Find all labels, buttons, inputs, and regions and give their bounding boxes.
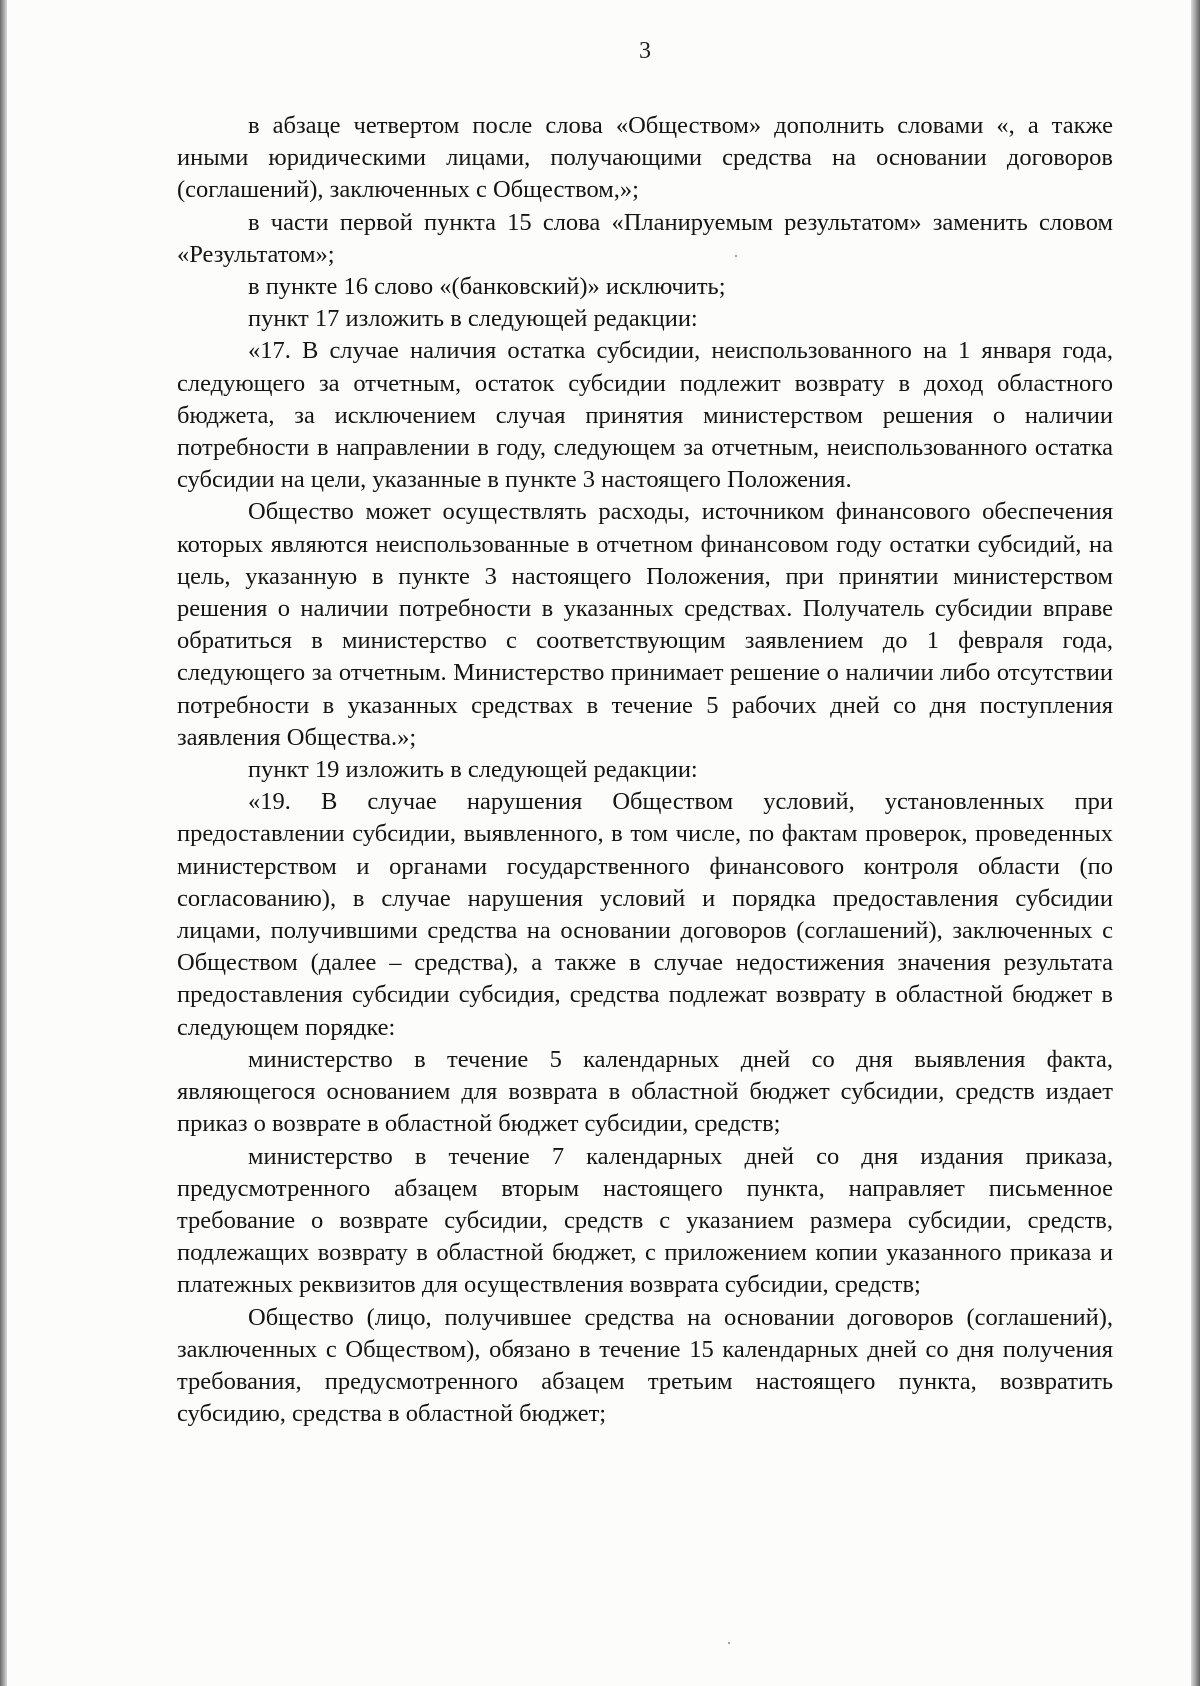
paragraph: Общество может осуществлять расходы, источником финансового обеспечения которых являются неиспользованные в отчетном финансовом году остатки субсидий, на цель, указанную в пункте 3 настоящего Положения, при принятии министерством решения о наличии потребности в указанных средствах. Получатель субсидии вправе обратиться в министерство с соответствующим заявлением до 1 февраля года, следующего за отчетным. Министерство принимает решение о наличии либо отсутствии потребности в указанных средствах в течение 5 рабочих дней со дня поступления заявления Общества.»; xyxy=(177,498,1113,751)
document-body xyxy=(177,110,1113,1430)
paragraph: министерство в течение 5 календарных дней со дня выявления факта, являющегося основанием для возврата в областной бюджет субсидии, средств издает приказ о возврате в областной бюджет субсидии, средств; xyxy=(177,1045,1113,1138)
scan-speck xyxy=(728,1642,730,1644)
scan-edge-right xyxy=(1191,0,1200,1686)
paragraph: в части первой пункта 15 слова «Планируемым результатом» заменить словом «Результатом»; xyxy=(177,208,1113,268)
paragraph: министерство в течение 7 календарных дней со дня издания приказа, предусмотренного абзацем вторым настоящего пункта, направляет письменное требование о возврате субсидии, средств с указанием размера субсидии, средств, подлежащих возврату в областной бюджет, с приложением копии указанного приказа и платежных реквизитов для осуществления возврата субсидии, средств; xyxy=(177,1142,1113,1299)
page-number: 3 xyxy=(639,38,651,64)
paragraph: Общество (лицо, получившее средства на основании договоров (соглашений), заключенных с Обществом), обязано в течение 15 календарных дней со дня получения требования, предусмотренного абзацем третьим настоящего пункта, возвратить субсидию, средства в областной бюджет; xyxy=(177,1303,1113,1428)
paragraph: в пункте 16 слово «(банковский)» исключить; xyxy=(248,273,726,301)
paragraph: в абзаце четвертом после слова «Обществом» дополнить словами «, а также иными юридическими лицами, получающими средства на основании договоров (соглашений), заключенных с Обществом,»; xyxy=(177,112,1113,204)
paragraph: пункт 17 изложить в следующей редакции: xyxy=(248,305,698,333)
paragraph: пункт 19 изложить в следующей редакции: xyxy=(248,756,698,784)
paragraph: «19. В случае нарушения Обществом условий, установленных при предоставлении субсидии, выявленного, в том числе, по фактам проверок, проведенных министерством и органами государственного финансового контроля области (по согласованию), в случае нарушения условий и порядка предоставления субсидии лицами, получившими средства на основании договоров (соглашений), заключенных с Обществом (далее – средства), а также в случае недостижения значения результата предоставления субсидии субсидия, средства подлежат возврату в областной бюджет в следующем порядке: xyxy=(177,788,1113,1041)
scan-speck xyxy=(735,255,737,257)
scan-edge-left xyxy=(0,0,7,1686)
paragraph: «17. В случае наличия остатка субсидии, неиспользованного на 1 января года, следующего за отчетным, остаток субсидии подлежит возврату в доход областного бюджета, за исключением случая принятия министерством решения о наличии потребности в направлении в году, следующем за отчетным, неиспользованного остатка субсидии на цели, указанные в пункте 3 настоящего Положения. xyxy=(177,337,1113,494)
